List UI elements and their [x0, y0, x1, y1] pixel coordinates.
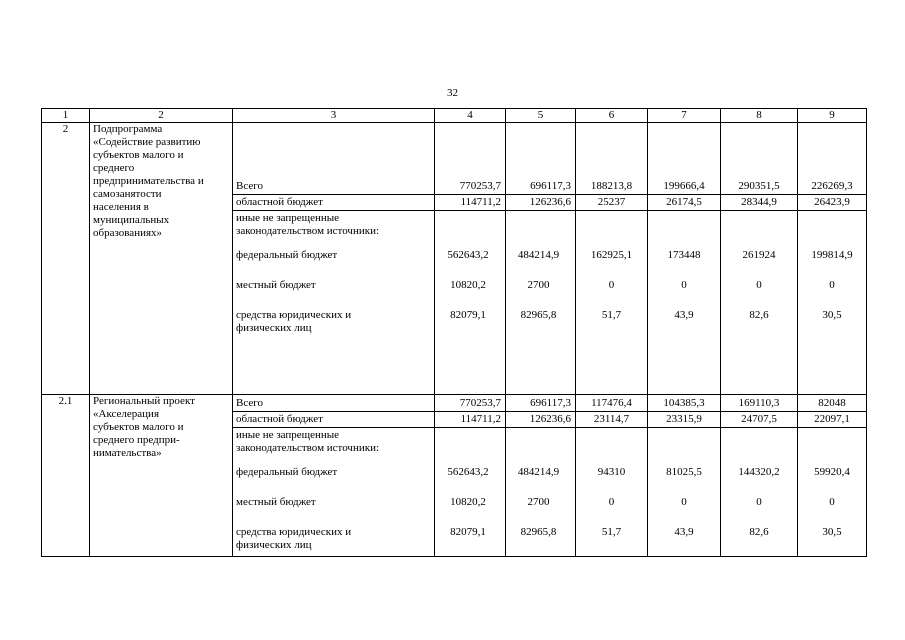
value-cell: 82,6: [749, 308, 769, 321]
source-label-line: иные не запрещенные: [236, 211, 340, 224]
block-name-line: среднего предпри-: [93, 434, 180, 446]
value-column: [648, 123, 721, 395]
value-cell: 30,5: [822, 308, 842, 321]
value-cell: 114711,2: [435, 195, 505, 211]
value-cell: 484214,9: [517, 465, 560, 478]
block-name-line: предпринимательства и: [93, 175, 204, 187]
value-cell: [798, 211, 866, 249]
value-cell: 10820,2: [450, 495, 486, 508]
block-name: [90, 395, 233, 557]
block-name-line: «Содействие развитию: [93, 136, 201, 148]
block-name-line: среднего: [93, 162, 135, 174]
source-label: областной бюджет: [233, 195, 434, 211]
block-name-line: самозанятости: [93, 188, 162, 200]
value-column: [435, 123, 506, 395]
source-label-line: законодательством источники:: [236, 441, 380, 454]
value-cell: 51,7: [601, 308, 622, 321]
header-cell: 2: [90, 109, 233, 123]
source-column: [233, 395, 435, 557]
value-cell: 81025,5: [666, 465, 702, 478]
source-label: областной бюджет: [233, 412, 434, 428]
value-cell: 126236,6: [506, 195, 575, 211]
value-cell: [798, 428, 866, 466]
block-name-line: субъектов малого и: [93, 149, 184, 161]
value-cell: [721, 428, 797, 466]
value-cell: [576, 428, 647, 466]
source-label: [233, 309, 434, 339]
value-cell: 0: [608, 495, 615, 508]
value-cell: 169110,3: [721, 396, 797, 412]
value-cell: 82965,8: [520, 525, 557, 538]
value-cell: [648, 211, 720, 249]
value-cell: 104385,3: [648, 396, 720, 412]
block-name-line: субъектов малого и: [93, 421, 184, 433]
value-cell: 770253,7: [435, 396, 505, 412]
source-label: федеральный бюджет: [236, 465, 338, 478]
budget-table: [41, 108, 867, 557]
value-cell: 23114,7: [576, 412, 647, 428]
block-name-line: Подпрограмма: [93, 123, 163, 135]
value-column: [721, 123, 798, 395]
source-label-line: физических лиц: [236, 538, 312, 551]
value-cell: 484214,9: [517, 248, 560, 261]
value-column: [798, 395, 867, 557]
block-name-line: «Акселерация: [93, 408, 159, 420]
value-cell: 23315,9: [648, 412, 720, 428]
value-cell: [721, 211, 797, 249]
value-cell: 696117,3: [506, 179, 575, 195]
source-label-line: законодательством источники:: [236, 224, 380, 237]
value-cell: [576, 211, 647, 249]
header-cell: 5: [506, 109, 576, 123]
value-cell: [435, 428, 505, 466]
value-cell: 0: [829, 278, 835, 291]
header-cell: 9: [798, 109, 867, 123]
value-column: [435, 395, 506, 557]
block-number: 2.1: [42, 395, 90, 557]
value-cell: 114711,2: [435, 412, 505, 428]
value-cell: 117476,4: [576, 396, 647, 412]
value-cell: 43,9: [674, 308, 694, 321]
header-cell: 6: [576, 109, 648, 123]
value-cell: [648, 428, 720, 466]
value-column: [648, 395, 721, 557]
block-name-line: Региональный проект: [93, 395, 195, 407]
block-name: [90, 123, 233, 395]
block-name-line: населения в: [93, 201, 149, 213]
value-cell: 770253,7: [435, 179, 505, 195]
source-label: Всего: [233, 179, 434, 195]
value-cell: 188213,8: [576, 179, 647, 195]
value-cell: 26423,9: [798, 195, 866, 211]
value-cell: 199814,9: [811, 248, 853, 261]
value-cell: [506, 211, 575, 249]
source-label: [233, 211, 434, 249]
value-column: [506, 395, 576, 557]
source-label-line: физических лиц: [236, 321, 312, 334]
value-cell: 26174,5: [648, 195, 720, 211]
value-cell: [435, 211, 505, 249]
value-cell: 162925,1: [590, 248, 633, 261]
value-cell: 0: [608, 278, 615, 291]
value-cell: 25237: [576, 195, 647, 211]
source-label-line: средства юридических и: [236, 308, 352, 321]
block-number: 2: [42, 123, 90, 395]
value-cell: 226269,3: [798, 179, 866, 195]
source-label: местный бюджет: [236, 495, 316, 508]
value-column: [506, 123, 576, 395]
source-label: местный бюджет: [236, 278, 316, 291]
value-cell: 126236,6: [506, 412, 575, 428]
value-cell: 51,7: [601, 525, 622, 538]
value-cell: 0: [681, 278, 687, 291]
value-cell: 59920,4: [814, 465, 850, 478]
value-cell: 28344,9: [721, 195, 797, 211]
value-cell: 0: [756, 278, 762, 291]
block-name-line: муниципальных: [93, 214, 170, 226]
value-column: [721, 395, 798, 557]
value-cell: 173448: [667, 248, 701, 261]
table-row: [42, 123, 867, 395]
source-label-line: средства юридических и: [236, 525, 352, 538]
value-cell: 290351,5: [721, 179, 797, 195]
value-cell: 0: [829, 495, 835, 508]
value-cell: 261924: [742, 248, 776, 261]
header-cell: 3: [233, 109, 435, 123]
header-cell: 1: [42, 109, 90, 123]
value-cell: 0: [681, 495, 687, 508]
value-cell: 94310: [597, 465, 626, 478]
value-cell: 43,9: [674, 525, 694, 538]
value-cell: 82965,8: [520, 308, 557, 321]
value-cell: 82,6: [749, 525, 769, 538]
value-cell: 2700: [527, 495, 550, 508]
value-cell: 562643,2: [447, 465, 489, 478]
value-cell: 562643,2: [447, 248, 489, 261]
value-column: [798, 123, 867, 395]
value-cell: 144320,2: [738, 465, 780, 478]
value-cell: 24707,5: [721, 412, 797, 428]
value-column: [576, 395, 648, 557]
value-cell: 696117,3: [506, 396, 575, 412]
source-label: Всего: [233, 396, 434, 412]
value-cell: 82079,1: [450, 308, 486, 321]
header-cell: 8: [721, 109, 798, 123]
value-cell: 30,5: [822, 525, 842, 538]
source-label: [233, 526, 434, 556]
block-name-line: нимательства»: [93, 447, 162, 459]
value-cell: 0: [756, 495, 762, 508]
source-label-line: иные не запрещенные: [236, 428, 340, 441]
value-cell: 10820,2: [450, 278, 486, 291]
header-row: [42, 109, 867, 123]
header-cell: 7: [648, 109, 721, 123]
header-cell: 4: [435, 109, 506, 123]
value-cell: [506, 428, 575, 466]
value-cell: 22097,1: [798, 412, 866, 428]
table-row: [42, 395, 867, 557]
value-cell: 82079,1: [450, 525, 486, 538]
value-cell: 2700: [527, 278, 550, 291]
value-cell: 199666,4: [648, 179, 720, 195]
source-column: [233, 123, 435, 395]
value-cell: 82048: [798, 396, 866, 412]
value-column: [576, 123, 648, 395]
source-label: федеральный бюджет: [236, 248, 338, 261]
page-number: 32: [447, 87, 458, 99]
source-label: [233, 428, 434, 466]
block-name-line: образованиях»: [93, 227, 163, 239]
